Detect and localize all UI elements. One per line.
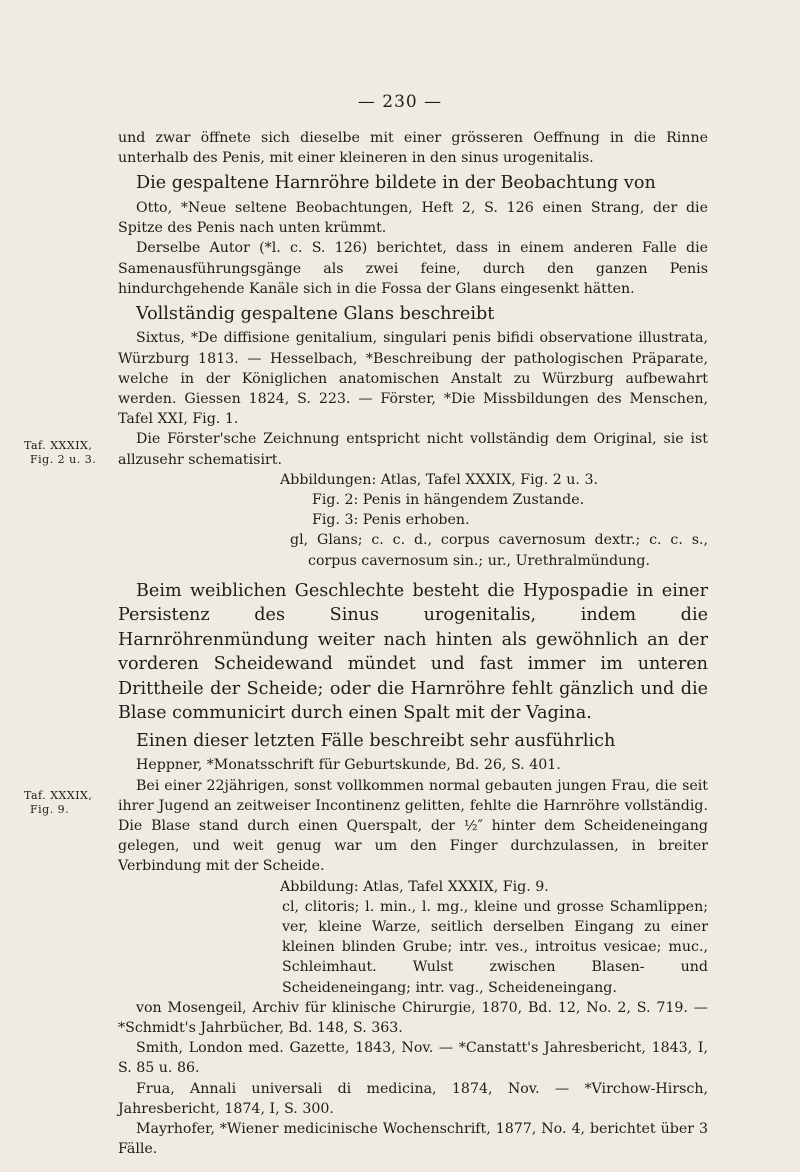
citation: Heppner, *Monatsschrift für Geburtskunde, Bd. 26, S. 401. bbox=[136, 757, 561, 774]
page-number: — 230 — bbox=[357, 92, 443, 112]
citation: von Mosengeil, Archiv für klinische Chirurgie, 1870, Bd. 12, No. 2, S. 719. — *Schmidt's Jahrbücher, Bd. 148, S. 363. bbox=[118, 999, 708, 1036]
figure-reference: Abbildung: Atlas, Tafel XXXIX, Fig. 9. bbox=[280, 878, 549, 895]
paragraph: Derselbe Autor (*l. c. S. 126) berichtet, dass in einem anderen Falle die Samenausführungsgänge als zwei feine, durch den ganzen Penis hindurchgehende Kanäle sich in die Fossa der Glans eingesenkt hätten. bbox=[118, 240, 708, 297]
paragraph-large: Beim weiblichen Geschlechte besteht die Hypospadie in einer Persistenz des Sinus urogenitalis, indem die Harnröhrenmündung weiter nach hinten als gewöhnlich an der vorderen Scheidewand mündet und fast immer im unteren Drittheile der Scheide; oder die Harnröhre fehlt gänzlich und die Blase communicirt durch einen Spalt mit der Vagina. bbox=[118, 580, 708, 724]
citation: Sixtus, *De diffisione genitalium, singulari penis bifidi observatione illustrata, Würzburg 1813. — Hesselbach, *Beschreibung der pathologischen Präparate, welche in der Königlichen anatomischen Anstalt zu Würzburg aufbewahrt werden. Giessen 1824, S. 223. — Förster, *Die Missbildungen des Menschen, Tafel XXI, Fig. 1. bbox=[118, 330, 708, 428]
margin-note-plate: Taf. XXXIX, bbox=[24, 789, 93, 802]
citation: Smith, London med. Gazette, 1843, Nov. — *Canstatt's Jahresbericht, 1843, I, S. 85 u. 86. bbox=[118, 1040, 708, 1077]
body-text bbox=[118, 128, 708, 1159]
margin-note-figure: Fig. 9. bbox=[30, 803, 70, 816]
figure-legend: gl, Glans; c. c. d., corpus cavernosum dextr.; c. c. s., corpus cavernosum sin.; ur., Urethralmündung. bbox=[290, 532, 708, 569]
margin-note-plate: Taf. XXXIX, bbox=[24, 439, 93, 452]
figure-legend: cl, clitoris; l. min., l. mg., kleine und grosse Schamlippen; ver, kleine Warze, seitlich derselben Eingang zu einer kleinen blinden Grube; intr. ves., introitus vesicae; muc., Schleimhaut. Wulst zwischen Blasen- und Scheideneingang; intr. vag., Scheideneingang. bbox=[282, 898, 708, 996]
margin-note-figure: Fig. 2 u. 3. bbox=[30, 453, 97, 466]
citation: Otto, *Neue seltene Beobachtungen, Heft 2, S. 126 einen Strang, der die Spitze des Penis nach unten krümmt. bbox=[118, 199, 708, 237]
section-heading: Vollständig gespaltene Glans beschreibt bbox=[136, 303, 495, 324]
paragraph: Die Förster'sche Zeichnung entspricht nicht vollständig dem Original, sie ist allzusehr schematisirt. bbox=[118, 431, 708, 468]
section-heading: Die gespaltene Harnröhre bildete in der Beobachtung von bbox=[136, 173, 656, 194]
paragraph: und zwar öffnete sich dieselbe mit einer grösseren Oeffnung in die Rinne unterhalb des Penis, mit einer kleineren in den sinus urogenitalis. bbox=[118, 130, 708, 167]
figure-caption: Fig. 3: Penis erhoben. bbox=[312, 512, 470, 529]
margin-note bbox=[24, 439, 114, 467]
margin-note bbox=[24, 789, 114, 817]
citation: Frua, Annali universali di medicina, 1874, Nov. — *Virchow-Hirsch, Jahresbericht, 1874, I, S. 300. bbox=[118, 1080, 708, 1117]
figure-reference: Abbildungen: Atlas, Tafel XXXIX, Fig. 2 u. 3. bbox=[280, 471, 598, 488]
section-heading: Einen dieser letzten Fälle beschreibt sehr ausführlich bbox=[136, 730, 616, 751]
figure-caption: Fig. 2: Penis in hängendem Zustande. bbox=[312, 492, 585, 509]
paragraph: Bei einer 22jährigen, sonst vollkommen normal gebauten jungen Frau, die seit ihrer Jugend an zeitweiser Incontinenz gelitten, fehlte die Harnröhre vollständig. Die Blase stand durch einen Querspalt, der ½″ hinter dem Scheideneingang gelegen, und weit genug war um den Finger durchzulassen, in breiter Verbindung mit der Scheide. bbox=[118, 777, 708, 875]
citation: Mayrhofer, *Wiener medicinische Wochenschrift, 1877, No. 4, berichtet über 3 Fälle. bbox=[118, 1121, 708, 1158]
